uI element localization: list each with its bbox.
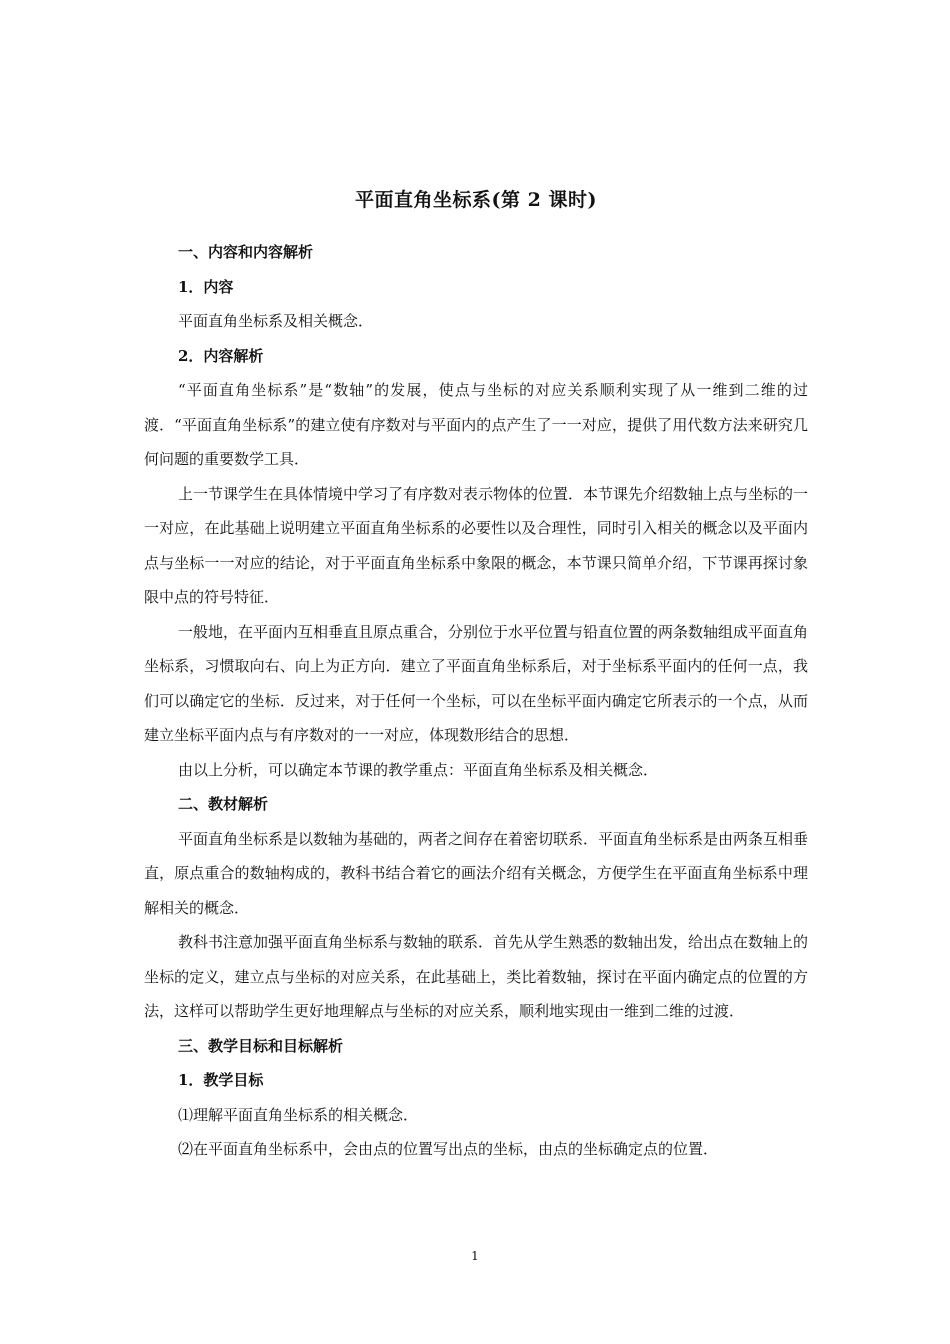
page-number: 1: [471, 1249, 479, 1263]
document-body: [144, 235, 808, 1167]
paragraph-analysis-2: 上一节课学生在具体情境中学习了有序数对表示物体的位置．本节课先介绍数轴上点与坐标的一一对应，在此基础上说明建立平面直角坐标系的必要性以及合理性，同时引入相关的概念以及平面内点与坐标一一对应的结论，对于平面直角坐标系中象限的概念，本节课只简单介绍，下节课再探讨象限中点的符号特征．: [144, 484, 809, 606]
subsection-heading-content: 1．内容: [178, 277, 234, 296]
paragraph-textbook-2: 教科书注意加强平面直角坐标系与数轴的联系．首先从学生熟悉的数轴出发，给出点在数轴上的坐标的定义，建立点与坐标的对应关系，在此基础上，类比着数轴，探讨在平面内确定点的位置的方法，这样可以帮助学生更好地理解点与坐标的对应关系，顺利地实现由一维到二维的过渡．: [144, 933, 809, 1020]
paragraph-content: 平面直角坐标系及相关概念．: [178, 312, 374, 330]
paragraph-analysis-1: “平面直角坐标系”是“数轴”的发展，使点与坐标的对应关系顺利实现了从一维到二维的过渡．“平面直角坐标系”的建立使有序数对与平面内的点产生了一一对应，提供了用代数方法来研究几何问题的重要数学工具．: [144, 381, 808, 468]
section-heading-2: 二、教材解析: [178, 795, 269, 813]
paragraph-analysis-4: 由以上分析，可以确定本节课的教学重点：平面直角坐标系及相关概念．: [178, 760, 659, 779]
document-title: 平面直角坐标系(第 2 课时): [355, 189, 597, 211]
goal-item-2: ⑵在平面直角坐标系中，会由点的位置写出点的坐标，由点的坐标确定点的位置．: [178, 1140, 719, 1158]
section-heading-3: 三、教学目标和目标解析: [178, 1036, 344, 1055]
subsection-heading-content-analysis: 2．内容解析: [178, 346, 264, 365]
paragraph-textbook-1: 平面直角坐标系是以数轴为基础的，两者之间存在着密切联系．平面直角坐标系是由两条互相垂直，原点重合的数轴构成的，教科书结合着它的画法介绍有关概念，方便学生在平面直角坐标系中理解相关的概念．: [144, 829, 809, 917]
subsection-heading-goals: 1．教学目标: [178, 1071, 264, 1089]
section-heading-1: 一、内容和内容解析: [178, 243, 314, 261]
paragraph-analysis-3: 一般地，在平面内互相垂直且原点重合，分别位于水平位置与铅直位置的两条数轴组成平面直角坐标系，习惯取向右、向上为正方向．建立了平面直角坐标系后，对于坐标系平面内的任何一点，我们可以确定它的坐标．反过来，对于任何一个坐标，可以在坐标平面内确定它所表示的一个点，从而建立坐标平面内点与有序数对的一一对应，体现数形结合的思想．: [144, 622, 809, 744]
goal-item-1: ⑴理解平面直角坐标系的相关概念．: [178, 1105, 419, 1124]
